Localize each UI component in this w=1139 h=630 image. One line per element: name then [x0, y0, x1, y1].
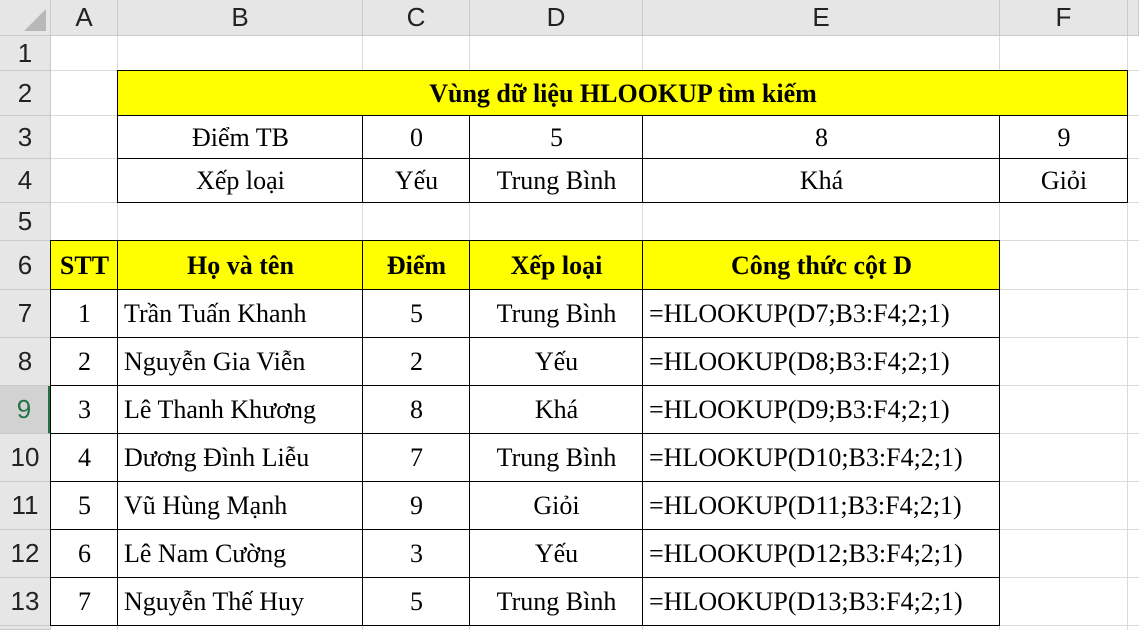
border-h — [50, 529, 1000, 530]
border-v — [50, 240, 51, 626]
border-h — [50, 289, 1000, 290]
row-header-3[interactable]: 3 — [0, 116, 51, 159]
border-h — [50, 481, 1000, 482]
row-header-9[interactable]: 9 — [0, 386, 51, 434]
row-header-5[interactable]: 5 — [0, 203, 51, 241]
formula-cell[interactable]: =HLOOKUP(D9;B3:F4;2;1) — [649, 395, 950, 424]
row-header-13[interactable]: 13 — [0, 578, 51, 626]
lookup-rank-value[interactable]: Yếu — [394, 166, 439, 195]
lookup-table-title[interactable]: Vùng dữ liệu HLOOKUP tìm kiếm — [118, 71, 1128, 116]
lookup-score-label[interactable]: Điểm TB — [191, 122, 290, 152]
formula-cell[interactable]: =HLOOKUP(D11;B3:F4;2;1) — [649, 491, 962, 520]
border-v — [642, 240, 643, 626]
row-header-filler — [0, 626, 51, 630]
border-v — [999, 240, 1000, 626]
lookup-score-value[interactable]: 0 — [410, 122, 423, 152]
rank-cell[interactable]: Yếu — [534, 539, 579, 568]
border-v — [469, 115, 470, 203]
lookup-rank-value[interactable]: Giỏi — [1040, 166, 1088, 195]
stt-cell[interactable]: 4 — [78, 443, 91, 472]
name-cell[interactable]: Trần Tuấn Khanh — [124, 299, 307, 328]
lookup-rank-value[interactable]: Trung Bình — [496, 166, 617, 195]
rank-cell[interactable]: Trung Bình — [496, 443, 617, 472]
rank-cell[interactable]: Khá — [534, 395, 579, 424]
border-v — [362, 240, 363, 626]
main-header-2[interactable]: Điểm — [363, 241, 470, 290]
rank-cell[interactable]: Trung Bình — [496, 299, 617, 328]
border-v — [117, 240, 118, 626]
main-header-3[interactable]: Xếp loại — [470, 241, 643, 290]
stt-cell[interactable]: 3 — [78, 395, 91, 424]
border-h — [50, 625, 1000, 626]
rank-cell[interactable]: Trung Bình — [496, 587, 617, 616]
name-cell[interactable]: Lê Nam Cường — [124, 539, 287, 568]
border-h — [50, 337, 1000, 338]
border-h — [50, 240, 1000, 241]
select-all-corner[interactable] — [0, 0, 51, 36]
column-header-filler — [1128, 0, 1139, 36]
row-header-12[interactable]: 12 — [0, 530, 51, 578]
column-header-e[interactable]: E — [643, 0, 1000, 36]
stt-cell[interactable]: 1 — [78, 299, 91, 328]
border-h — [50, 385, 1000, 386]
name-cell[interactable]: Vũ Hùng Mạnh — [124, 491, 288, 520]
stt-cell[interactable]: 2 — [78, 347, 91, 376]
row-header-4[interactable]: 4 — [0, 159, 51, 203]
border-v — [362, 115, 363, 203]
main-header-4[interactable]: Công thức cột D — [643, 241, 1000, 290]
score-cell[interactable]: 5 — [410, 299, 423, 328]
formula-cell[interactable]: =HLOOKUP(D12;B3:F4;2;1) — [649, 539, 963, 568]
border-v — [1127, 70, 1128, 203]
score-cell[interactable]: 7 — [410, 443, 423, 472]
score-cell[interactable]: 9 — [410, 491, 423, 520]
row-header-11[interactable]: 11 — [0, 482, 51, 530]
border-h — [117, 70, 1128, 71]
row-header-1[interactable]: 1 — [0, 36, 51, 71]
score-cell[interactable]: 3 — [410, 539, 423, 568]
score-cell[interactable]: 8 — [410, 395, 423, 424]
rank-cell[interactable]: Yếu — [534, 347, 579, 376]
row-header-7[interactable]: 7 — [0, 290, 51, 338]
lookup-rank-label[interactable]: Xếp loại — [196, 166, 285, 195]
border-v — [117, 70, 118, 203]
row-header-6[interactable]: 6 — [0, 241, 51, 290]
row-header-2[interactable]: 2 — [0, 71, 51, 116]
border-v — [999, 115, 1000, 203]
lookup-rank-value[interactable]: Khá — [799, 166, 844, 195]
column-header-d[interactable]: D — [470, 0, 643, 36]
border-v — [642, 115, 643, 203]
name-cell[interactable]: Dương Đình Liễu — [124, 443, 310, 472]
stt-cell[interactable]: 5 — [78, 491, 91, 520]
name-cell[interactable]: Nguyễn Thế Huy — [124, 587, 305, 616]
column-header-b[interactable]: B — [118, 0, 363, 36]
stt-cell[interactable]: 6 — [78, 539, 91, 568]
formula-cell[interactable]: =HLOOKUP(D10;B3:F4;2;1) — [649, 443, 963, 472]
row-header-8[interactable]: 8 — [0, 338, 51, 386]
name-cell[interactable]: Lê Thanh Khương — [124, 395, 316, 424]
formula-cell[interactable]: =HLOOKUP(D7;B3:F4;2;1) — [649, 299, 950, 328]
column-header-f[interactable]: F — [1000, 0, 1128, 36]
border-v — [469, 240, 470, 626]
main-header-0[interactable]: STT — [51, 241, 118, 290]
formula-cell[interactable]: =HLOOKUP(D8;B3:F4;2;1) — [649, 347, 950, 376]
border-h — [117, 158, 1128, 159]
border-h — [50, 577, 1000, 578]
name-cell[interactable]: Nguyễn Gia Viễn — [124, 347, 306, 376]
lookup-score-value[interactable]: 9 — [1057, 122, 1071, 152]
border-h — [50, 433, 1000, 434]
border-h — [117, 202, 1128, 203]
stt-cell[interactable]: 7 — [78, 587, 91, 616]
lookup-score-value[interactable]: 8 — [815, 122, 828, 152]
rank-cell[interactable]: Giỏi — [533, 491, 580, 520]
score-cell[interactable]: 2 — [410, 347, 423, 376]
border-h — [117, 115, 1128, 116]
lookup-score-value[interactable]: 5 — [550, 122, 563, 152]
column-header-c[interactable]: C — [363, 0, 470, 36]
formula-cell[interactable]: =HLOOKUP(D13;B3:F4;2;1) — [649, 587, 963, 616]
row-header-10[interactable]: 10 — [0, 434, 51, 482]
main-header-1[interactable]: Họ và tên — [118, 241, 363, 290]
score-cell[interactable]: 5 — [410, 587, 423, 616]
column-header-a[interactable]: A — [51, 0, 118, 36]
